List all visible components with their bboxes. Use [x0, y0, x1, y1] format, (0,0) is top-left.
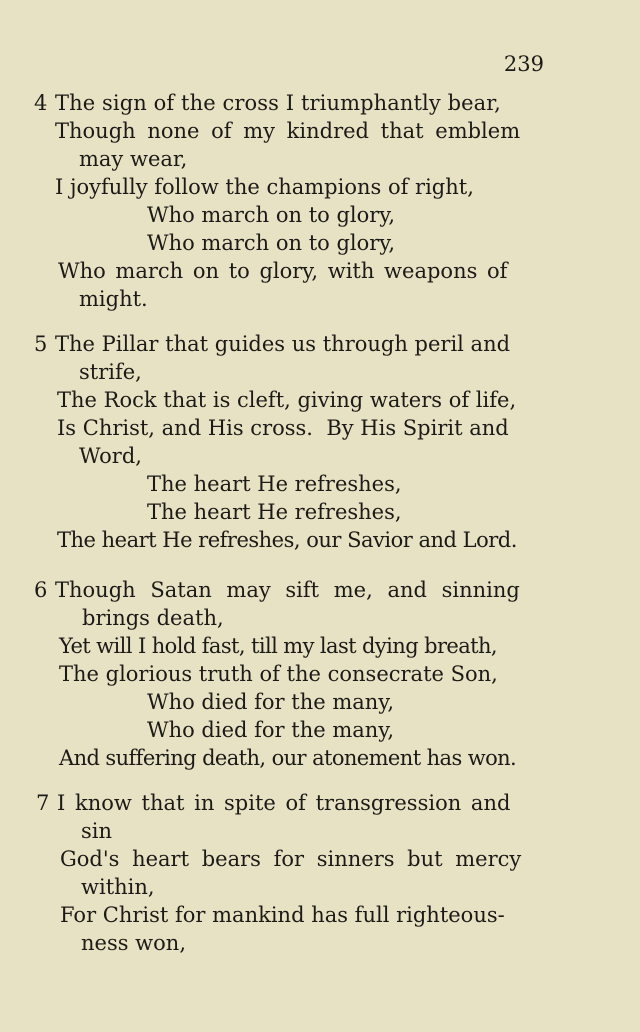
hymn-line: Who march on to glory, [147, 231, 396, 255]
hymn-line: The Rock that is cleft, giving waters of life, [57, 388, 517, 412]
hymn-line: strife, [79, 360, 142, 384]
hymn-line: I joyfully follow the champions of right, [55, 175, 474, 199]
hymn-line: Who died for the many, [147, 690, 395, 714]
hymn-line: The heart He refreshes, [147, 472, 402, 496]
hymn-line: Though none of my kindred that emblem [55, 119, 521, 143]
hymn-line: For Christ for mankind has full righteous- [60, 903, 505, 927]
hymn-line: Who march on to glory, with weapons of [58, 259, 508, 283]
hymn-line: Is Christ, and His cross. By His Spirit and [57, 416, 509, 440]
hymn-line: The sign of the cross I triumphantly bear, [55, 91, 501, 115]
hymn-line: The heart He refreshes, [147, 500, 402, 524]
stanza-number: 5 [34, 332, 48, 356]
hymn-line: The glorious truth of the consecrate Son, [59, 662, 498, 686]
hymn-line: The Pillar that guides us through peril and [55, 332, 511, 356]
hymn-line: sin [81, 819, 113, 843]
page-number: 239 [503, 52, 544, 76]
hymn-line: Who march on to glory, [147, 203, 396, 227]
hymn-line: within, [81, 875, 155, 899]
stanza-number: 6 [34, 578, 48, 602]
hymn-line: Who died for the many, [147, 718, 395, 742]
hymn-line: Word, [79, 444, 142, 468]
hymn-line: The heart He refreshes, our Savior and Lord. [57, 528, 517, 552]
hymn-line: brings death, [82, 606, 224, 630]
hymn-line: God's heart bears for sinners but mercy [60, 847, 522, 871]
hymn-line: Yet will I hold fast, till my last dying breath, [59, 634, 497, 658]
hymn-line: Though Satan may sift me, and sinning [55, 578, 520, 602]
hymn-line: might. [79, 287, 148, 311]
hymn-line: may wear, [79, 147, 188, 171]
hymn-line: ness won, [81, 931, 186, 955]
hymn-line: I know that in spite of transgression and [57, 791, 511, 815]
hymn-line: And suffering death, our atonement has won. [59, 746, 517, 770]
stanza-number: 7 [36, 791, 50, 815]
stanza-number: 4 [34, 91, 48, 115]
